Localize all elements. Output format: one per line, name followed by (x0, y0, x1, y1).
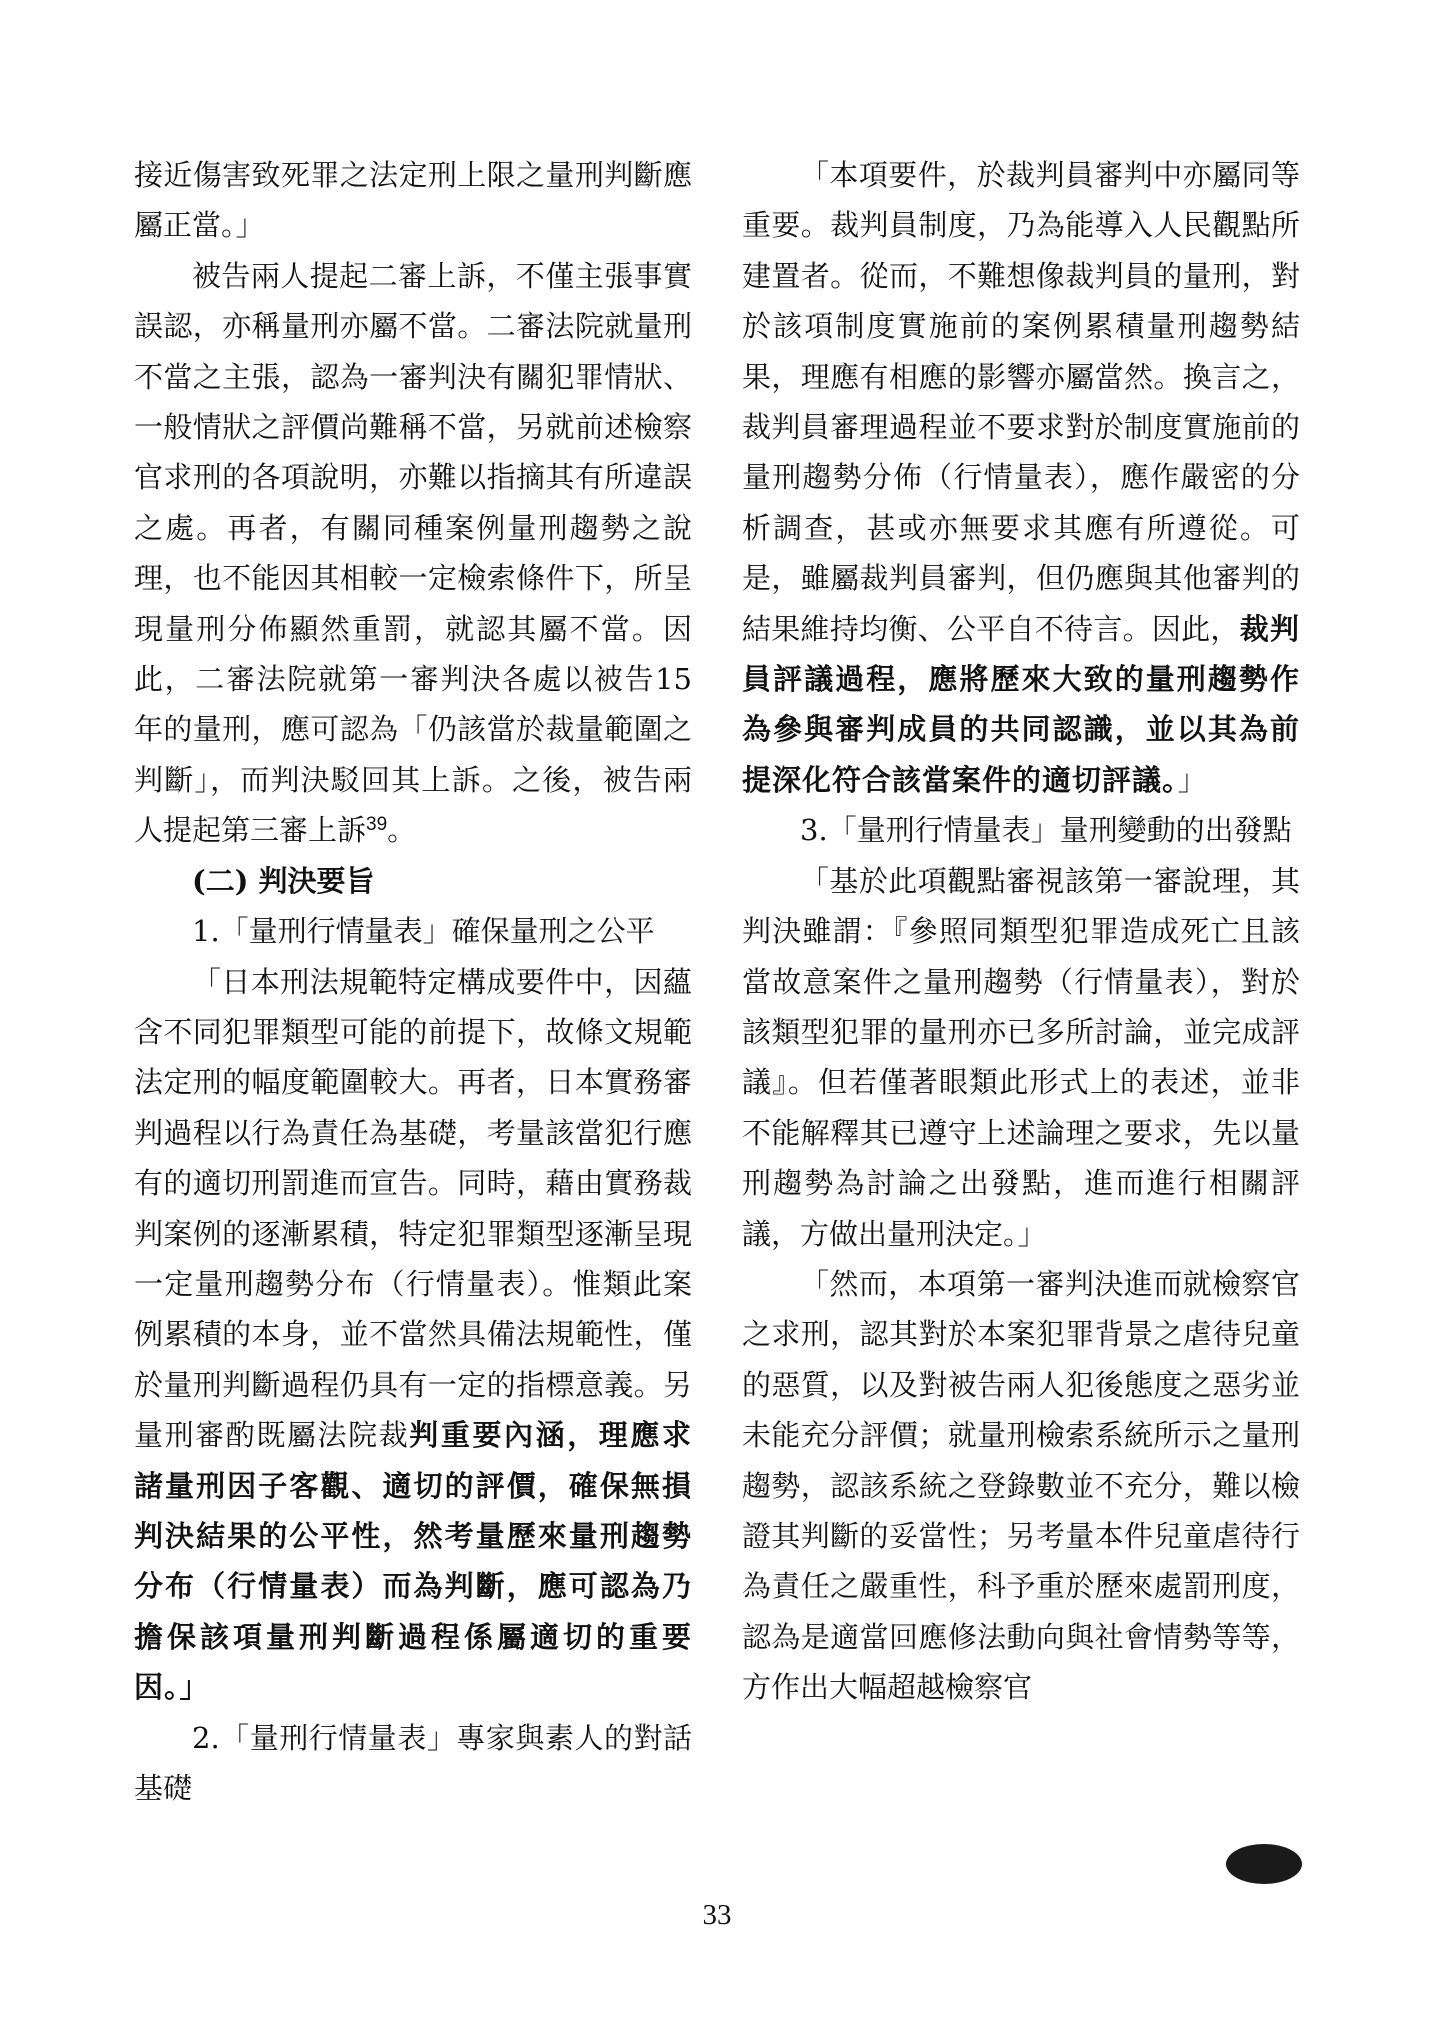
subheading-1: 1.「量刑行情量表」確保量刑之公平 (192, 914, 655, 949)
paragraph-lay-judge (742, 150, 1300, 805)
paragraph-appeal-end: 。 (387, 813, 417, 848)
paragraph-sentencing-fairness (134, 957, 692, 1713)
paragraph-lay-judge-end: 」 (1177, 762, 1207, 797)
paragraph-first-instance-review: 「基於此項觀點審視該第一審說理，其判決雖謂：『參照同類型犯罪造成死亡且該當故意案件之量刑趨勢（行情量表），對於該類型犯罪的量刑亦已多所討論，並完成評議』。但若僅著眼類此形式上的表述，並非不能解釋其已遵守上述論理之要求，先以量刑趨勢為討論之出發點，進而進行相關評議，方做出量刑決定。」 (742, 863, 1300, 1251)
paragraph-sentencing-text: 「日本刑法規範特定構成要件中，因蘊含不同犯罪類型可能的前提下，故條文規範法定刑的幅度範圍較大。再者，日本實務審判過程以行為責任為基礎，考量該當犯行應有的適切刑罰進而宣告。同時，藉由實務裁判案例的逐漸累積，特定犯罪類型逐漸呈現一定量刑趨勢分布（行情量表）。惟類此案例累積的本身，並不當然具備法規範性，僅於量刑判斷過程仍具有一定的指標意義。另量刑審酌既屬法院裁 (134, 964, 692, 1453)
subheading-2: 2.「量刑行情量表」專家與素人的對話基礎 (134, 1720, 692, 1805)
paragraph-lay-judge-text: 「本項要件，於裁判員審判中亦屬同等重要。裁判員制度，乃為能導入人民觀點所建置者。從而，不難想像裁判員的量刑，對於該項制度實施前的案例累積量刑趨勢結果，理應有相應的影響亦屬當然。換言之，裁判員審理過程並不要求對於制度實施前的量刑趨勢分佈（行情量表），應作嚴密的分析調查，甚或亦無要求其應有所遵從。可是，雖屬裁判員審判，但仍應與其他審判的結果維持均衡、公平自不待言。因此， (742, 158, 1300, 646)
paragraph-appeal-second-instance (134, 251, 692, 856)
right-column (742, 150, 1300, 1713)
section-heading-judgment-gist: (二) 判決要旨 (192, 863, 375, 898)
paragraph-sentencing-emphasis: 判重要內涵，理應求諸量刑因子客觀、適切的評價，確保無損判決結果的公平性，然考量歷來量刑趨勢分布（行情量表）而為判斷，應可認為乃擔保該項量刑判斷過程係屬適切的重要因。」 (134, 1418, 692, 1705)
subheading-3: 3.「量刑行情量表」量刑變動的出發點 (800, 813, 1292, 848)
page-marker-ellipse (1226, 1844, 1302, 1884)
footnote-ref-39[interactable]: 39 (366, 814, 388, 836)
paragraph-prosecutor-sentence: 「然而，本項第一審判決進而就檢察官之求刑，認其對於本案犯罪背景之虐待兒童的惡質，以及對被告兩人犯後態度之惡劣並未能充分評價；就量刑檢索系統所示之量刑趨勢，認該系統之登錄數並不充分，難以檢證其判斷的妥當性；另考量本件兒童虐待行為責任之嚴重性，科予重於歷來處罰刑度，認為是適當回應修法動向與社會情勢等等，方作出大幅超越檢察官 (742, 1266, 1300, 1705)
page-number: 33 (702, 1899, 732, 1931)
paragraph-continuation: 接近傷害致死罪之法定刑上限之量刑判斷應屬正當。」 (134, 158, 692, 243)
paragraph-lay-judge-emphasis: 裁判員評議過程，應將歷來大致的量刑趨勢作為參與審判成員的共同認識，並以其為前提深化符合該當案件的適切評議。 (742, 611, 1300, 797)
paragraph-appeal-text: 被告兩人提起二審上訴，不僅主張事實誤認，亦稱量刑亦屬不當。二審法院就量刑不當之主張，認為一審判決有關犯罪情狀、一般情狀之評價尚難稱不當，另就前述檢察官求刑的各項說明，亦難以指摘其有所違誤之處。再者，有關同種案例量刑趨勢之說理，也不能因其相較一定檢索條件下，所呈現量刑分佈顯然重罰，就認其屬不當。因此，二審法院就第一審判決各處以被告15年的量刑，應可認為「仍該當於裁量範圍之判斷」，而判決駁回其上訴。之後，被告兩人提起第三審上訴 (134, 258, 692, 848)
left-column (134, 150, 692, 1813)
